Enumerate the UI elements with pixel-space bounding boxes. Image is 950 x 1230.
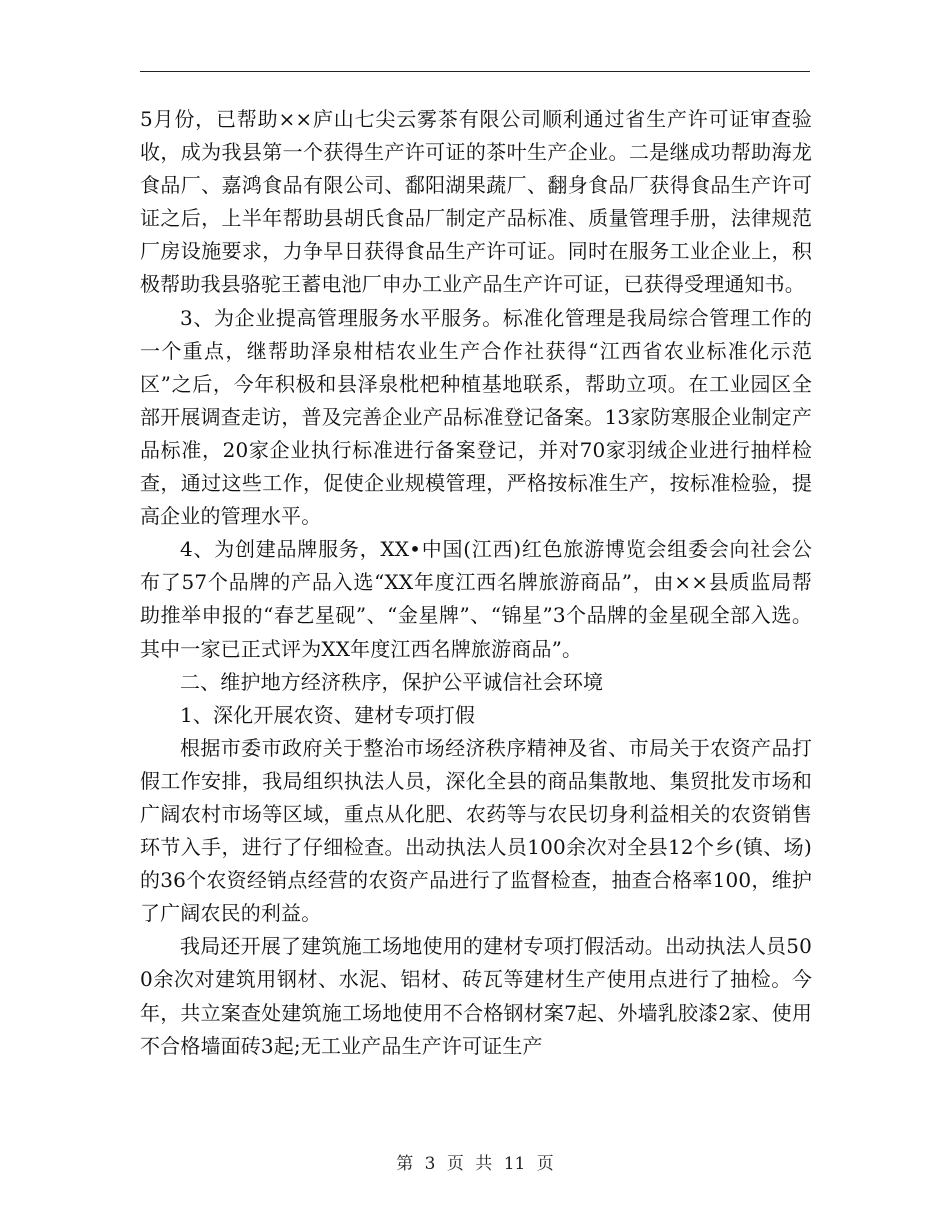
document-body (140, 103, 812, 1063)
footer-suffix: 页 (536, 1154, 554, 1174)
page-footer (0, 1152, 950, 1176)
paragraph-3: 4、为创建品牌服务，XX•中国(江西)红色旅游博览会组委会向社会公布了57个品牌的产品入选“XX年度江西名牌旅游商品”，由××县质监局帮助推举申报的“春艺星砚”、“金星牌”、“锦星”3个品牌的金星砚全部入选。其中一家已正式评为XX年度江西名牌旅游商品”。 (140, 537, 812, 661)
footer-total-label: 共 (475, 1154, 493, 1174)
footer-middle: 页 (446, 1154, 464, 1174)
subsection-heading: 1、深化开展农资、建材专项打假 (180, 702, 475, 727)
footer-prefix: 第 (396, 1154, 414, 1174)
footer-total-pages: 11 (503, 1154, 526, 1174)
paragraph-2: 3、为企业提高管理服务水平服务。标准化管理是我局综合管理工作的一个重点，继帮助泽泉柑桔农业生产合作社获得“江西省农业标准化示范区”之后，今年积极和县泽泉枇杷种植基地联系，帮助立项。在工业园区全部开展调查走访，普及完善企业产品标准登记备案。13家防寒服企业制定产品标准，20家企业执行标准进行备案登记，并对70家羽绒企业进行抽样检查，通过这些工作，促使企业规模管理，严格按标准生产，按标准检验，提高企业的管理水平。 (140, 305, 812, 529)
paragraph-6: 根据市委市政府关于整治市场经济秩序精神及省、市局关于农资产品打假工作安排，我局组织执法人员，深化全县的商品集散地、集贸批发市场和广阔农村市场等区域，重点从化肥、农药等与农民切身利益相关的农资销售环节入手，进行了仔细检查。出动执法人员100余次对全县12个乡(镇、场)的36个农资经销点经营的农资产品进行了监督检查，抽查合格率100，维护了广阔农民的利益。 (140, 735, 812, 926)
paragraph-1: 5月份，已帮助××庐山七尖云雾茶有限公司顺利通过省生产许可证审查验收，成为我县第一个获得生产许可证的茶叶生产企业。二是继成功帮助海龙食品厂、嘉鸿食品有限公司、鄱阳湖果蔬厂、翻身食品厂获得食品生产许可证之后，上半年帮助县胡氏食品厂制定产品标准、质量管理手册，法律规范厂房设施要求，力争早日获得食品生产许可证。同时在服务工业企业上，积极帮助我县骆驼王蓄电池厂申办工业产品生产许可证，已获得受理通知书。 (140, 107, 812, 297)
header-rule (140, 71, 810, 72)
paragraph-7: 我局还开展了建筑施工场地使用的建材专项打假活动。出动执法人员500余次对建筑用钢材、水泥、铝材、砖瓦等建材生产使用点进行了抽检。今年，共立案查处建筑施工场地使用不合格钢材案7起、外墙乳胶漆2家、使用不合格墙面砖3起;无工业产品生产许可证生产 (140, 934, 812, 1058)
section-heading: 二、维护地方经济秩序，保护公平诚信社会环境 (180, 669, 604, 694)
footer-current-page: 3 (424, 1154, 436, 1174)
